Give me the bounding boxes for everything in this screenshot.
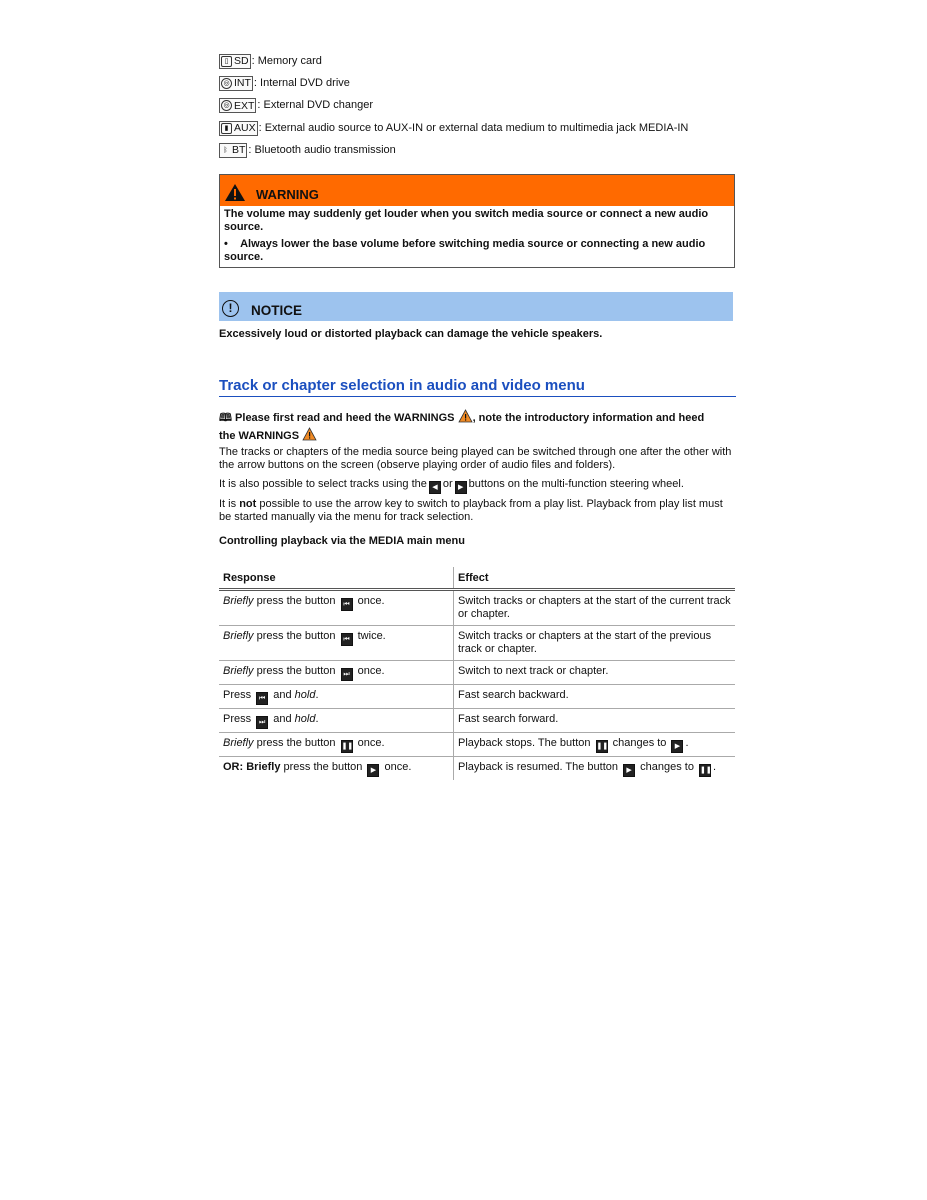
source-desc: : External audio source to AUX-IN or external data medium to multimedia jack MEDIA-IN [258,121,689,134]
int-chip: ◎ INT [219,76,253,91]
play-icon: ▶ [671,740,683,753]
source-desc: : Internal DVD drive [253,76,350,89]
paragraph-3: It is not possible to use the arrow key to switch to playback from a play list. Playback from play list must be started manually via the menu for track selection. [219,498,723,523]
table-row: Press ⏮ and hold. Fast search backward. [219,685,735,709]
sd-chip: ▯ SD [219,54,251,69]
warning-title: WARNING [256,187,319,202]
table-row: OR: Briefly press the button ▶ once. Playback is resumed. The button ▶ changes to ❚❚. [219,757,735,781]
right-arrow-button-icon: ▶ [455,481,467,494]
next-track-icon: ⏭ [341,668,353,681]
previous-track-icon: ⏮ [341,633,353,646]
memory-card-icon: ▯ [221,56,232,67]
source-item-aux [219,117,735,139]
source-desc: : Memory card [251,54,322,67]
read-first-note: 🕮 Please first read and heed the WARNINGS , note the introductory information and heed the WARNINGS [219,409,735,445]
disc-icon: ◎ [221,78,232,89]
source-desc: : External DVD changer [257,99,373,112]
warning-triangle-icon[interactable] [458,409,473,423]
previous-track-icon: ⏮ [256,692,268,705]
book-icon: 🕮 [219,412,232,424]
table-row: Briefly press the button ❚❚ once. Playback stops. The button ❚❚ changes to ▶ . [219,733,735,757]
left-arrow-button-icon: ◀ [429,481,441,494]
previous-track-icon: ⏮ [341,598,353,611]
source-desc: : Bluetooth audio transmission [248,143,396,156]
bt-chip: ᛒ BT [219,143,247,158]
pause-icon: ❚❚ [596,740,608,753]
paragraph-1: The tracks or chapters of the media source being played can be switched through one after the other with the arrow buttons on the screen (observe playing order of audio files and folders). [219,446,732,471]
warning-bullet: • Always lower the base volume before switching media source or connecting a new audio source. [224,238,706,263]
source-item-bt [219,139,735,161]
notice-title: NOTICE [251,303,303,318]
paragraph-2: It is also possible to select tracks using the ◀ or ▶ buttons on the multi-function steering wheel. [219,478,735,494]
column-header-effect: Effect [454,567,736,590]
source-item-sd [219,50,735,72]
notice-text: Excessively loud or distorted playback can damage the vehicle speakers. [219,328,603,340]
source-item-int [219,72,735,94]
source-item-ext [219,95,735,117]
warning-triangle-icon [224,183,246,202]
subheading: Controlling playback via the MEDIA main menu [219,535,465,547]
play-icon: ▶ [623,764,635,777]
play-icon: ▶ [367,764,379,777]
pause-icon: ❚❚ [699,764,711,777]
ext-chip: ◎ EXT [219,98,256,113]
table-row: Briefly press the button ⏮ once. Switch tracks or chapters at the start of the current track or chapter. [219,590,735,626]
table-row: Briefly press the button ⏮ twice. Switch tracks or chapters at the start of the previous track or chapter. [219,626,735,661]
pause-icon: ❚❚ [341,740,353,753]
aux-jack-icon: ▮ [221,123,232,134]
warning-text: The volume may suddenly get louder when you switch media source or connect a new audio source. [224,208,709,233]
notice-header [219,292,733,321]
exclamation-circle-icon: ! [222,300,239,317]
next-track-icon: ⏭ [256,716,268,729]
disc-changer-icon: ◎ [221,100,232,111]
column-header-response: Response [219,567,454,590]
bluetooth-icon: ᛒ [223,146,228,154]
warning-box [219,174,735,268]
warning-triangle-icon[interactable] [302,427,317,441]
bullet-icon: • [224,238,241,250]
warning-header [220,175,734,206]
playback-control-table [219,567,735,780]
section-title: Track or chapter selection in audio and video menu [219,377,736,397]
aux-chip: ▮ AUX [219,121,258,136]
table-row: Press ⏭ and hold. Fast search forward. [219,709,735,733]
table-row: Briefly press the button ⏭ once. Switch to next track or chapter. [219,661,735,685]
source-list [219,50,735,161]
